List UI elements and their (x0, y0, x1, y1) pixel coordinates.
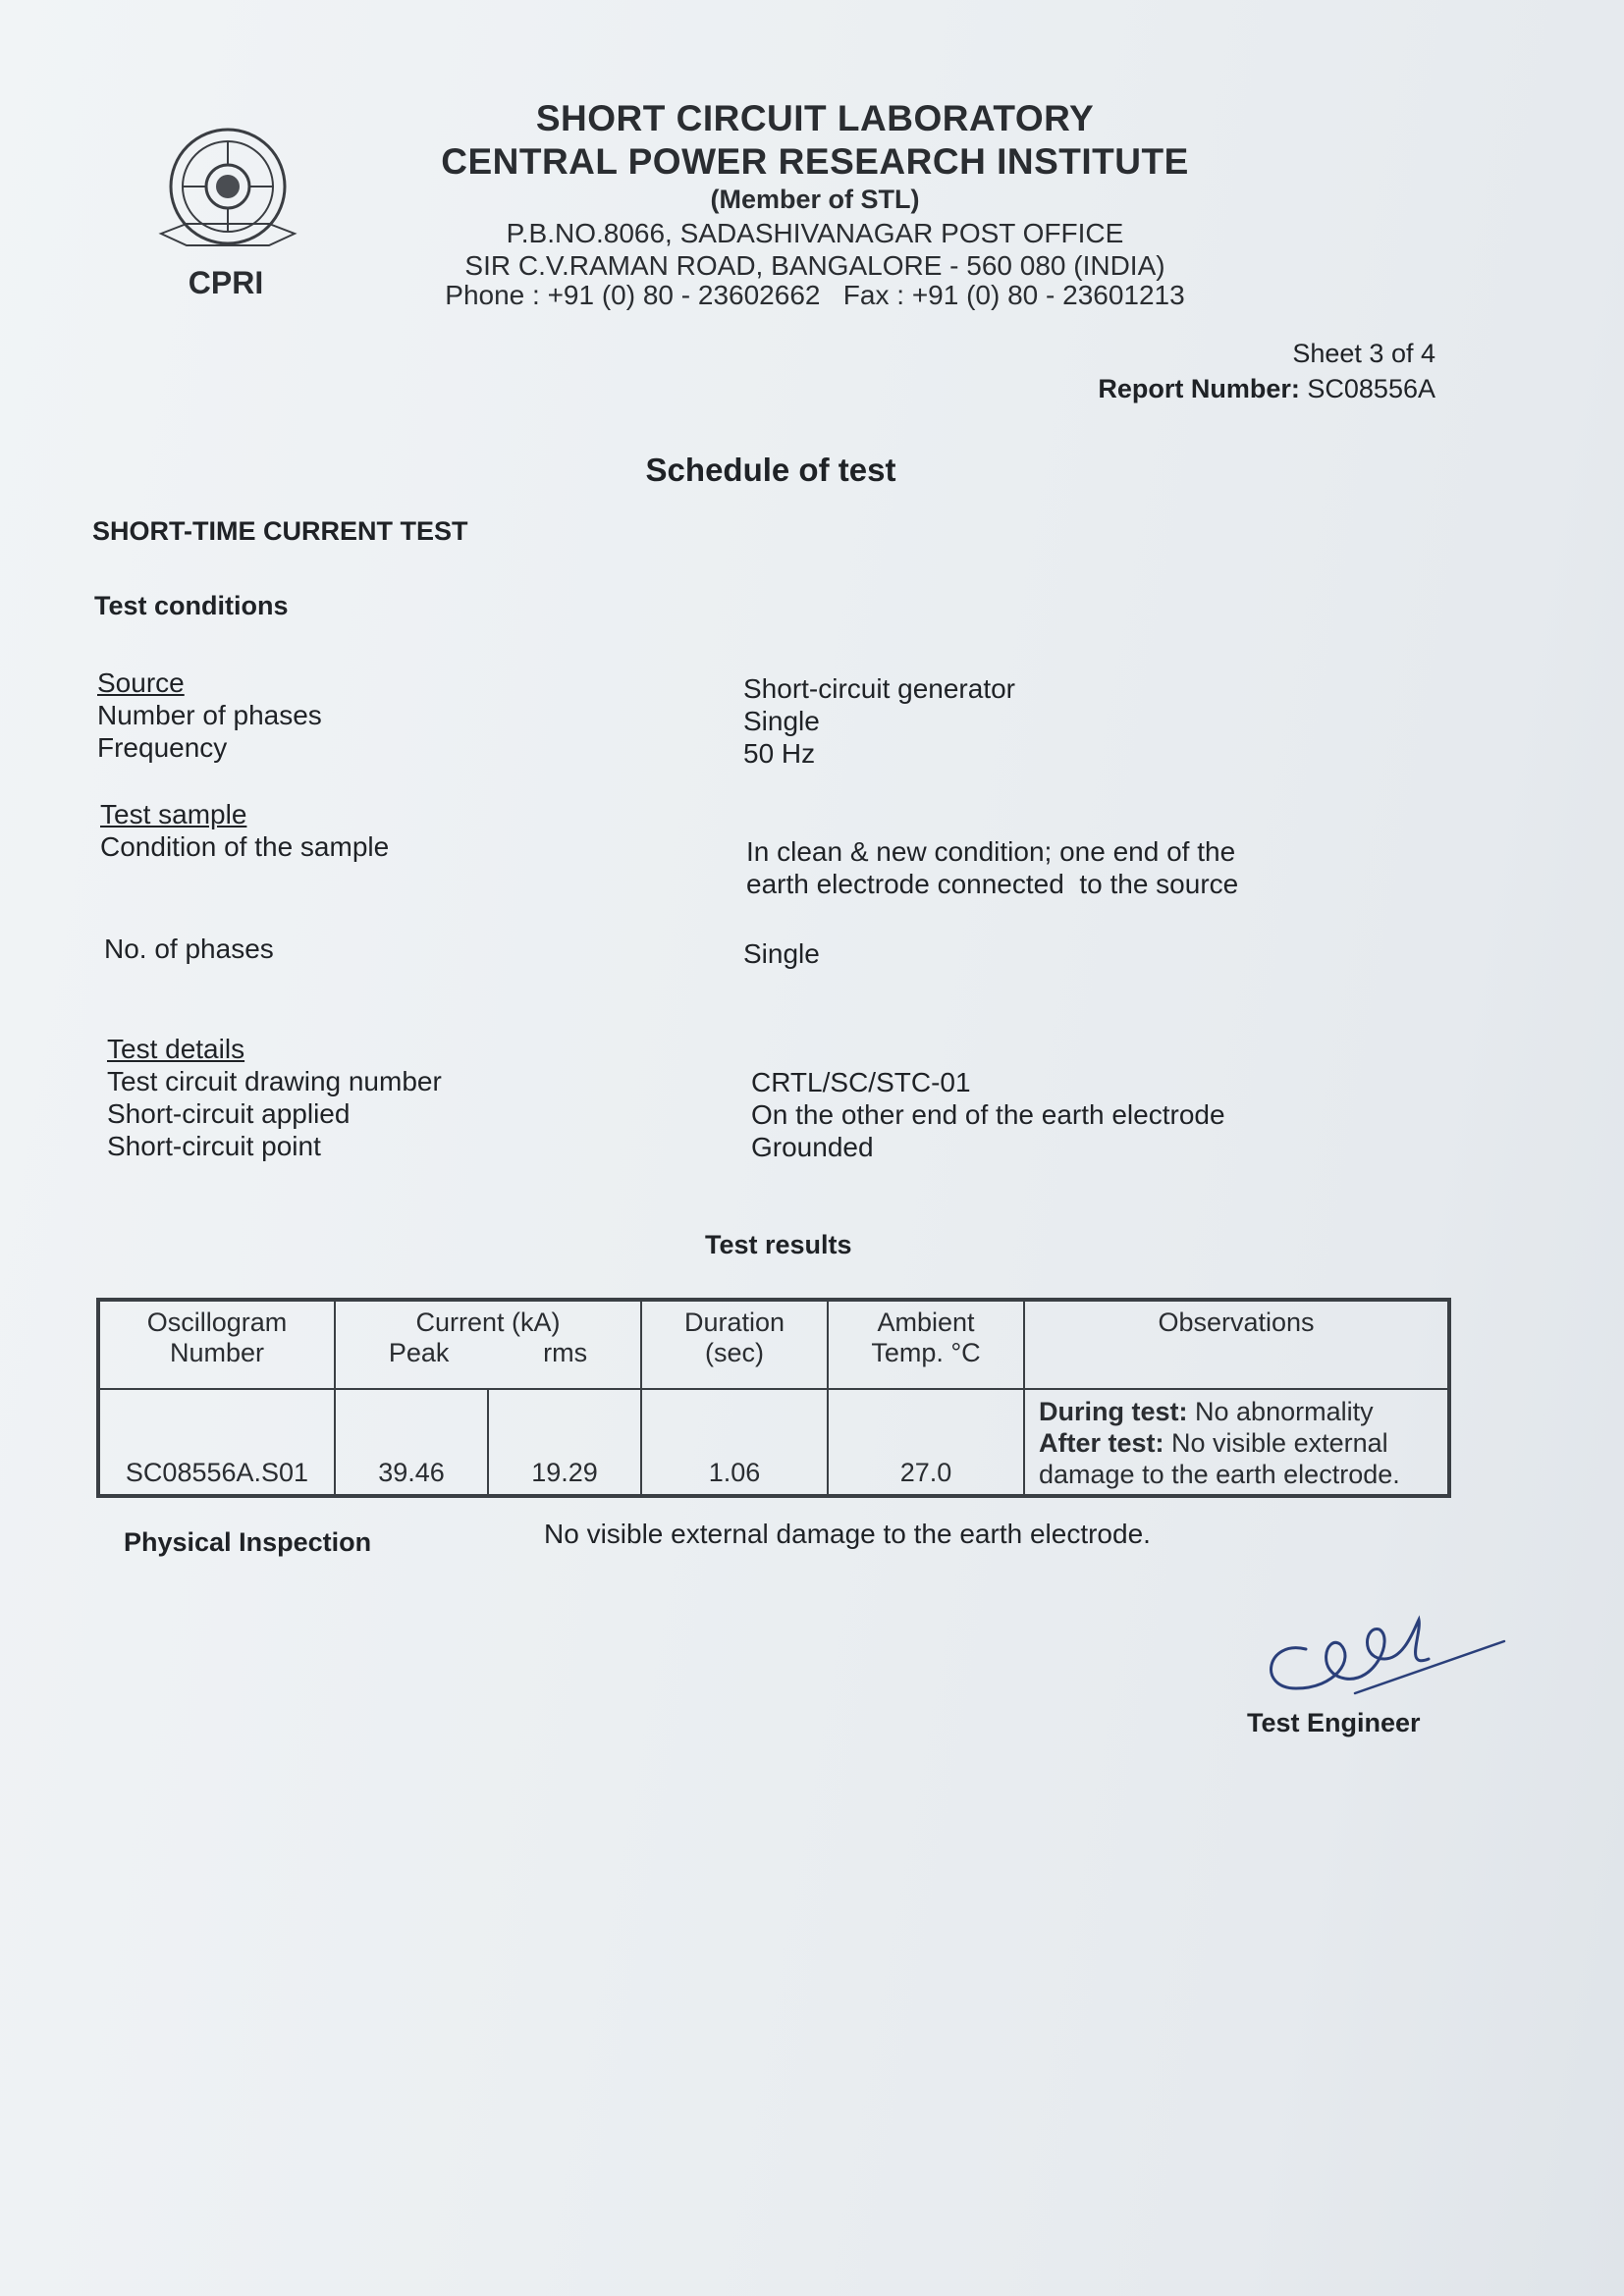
test-name: SHORT-TIME CURRENT TEST (92, 516, 468, 546)
cell-temp: 27.0 (828, 1389, 1024, 1496)
during-value: No abnormality (1195, 1397, 1374, 1426)
lab-name: SHORT CIRCUIT LABORATORY (535, 98, 1095, 138)
table-header-row (98, 1300, 1449, 1389)
phone-fax: Phone : +91 (0) 80 - 23602662 Fax : +91 (0) 80 - 23601213 (445, 280, 1185, 310)
h-osc-2: Number (169, 1338, 265, 1367)
cell-observations (1024, 1389, 1449, 1496)
sample-phases-label: No. of phases (104, 934, 274, 964)
h-osc-1: Oscillogram (146, 1308, 288, 1337)
obs-after (1039, 1427, 1434, 1459)
point-value: Grounded (751, 1132, 874, 1162)
results-table (96, 1298, 1451, 1498)
source-value: Short-circuit generator (743, 673, 1016, 704)
after-value: No visible external (1171, 1428, 1388, 1458)
signature (1247, 1600, 1522, 1708)
during-label: During test: (1039, 1397, 1188, 1426)
sample-block-labels (100, 798, 389, 863)
col-current (335, 1300, 641, 1389)
source-block-values (743, 672, 1015, 770)
institute-name: CENTRAL POWER RESEARCH INSTITUTE (441, 141, 1189, 182)
phases-value: Single (743, 706, 820, 736)
drawing-label: Test circuit drawing number (107, 1066, 442, 1096)
member-note: (Member of STL) (710, 185, 920, 214)
applied-label: Short-circuit applied (107, 1098, 351, 1129)
cell-osc: SC08556A.S01 (98, 1389, 335, 1496)
test-conditions-heading: Test conditions (94, 591, 289, 620)
h-obs: Observations (1158, 1308, 1315, 1337)
sample-heading: Test sample (100, 799, 247, 829)
applied-value: On the other end of the earth electrode (751, 1099, 1225, 1130)
signature-label: Test Engineer (1247, 1708, 1421, 1737)
phases-label: Number of phases (97, 700, 322, 730)
report-label: Report Number: (1098, 374, 1300, 403)
after-label: After test: (1039, 1428, 1164, 1458)
h-dur-2: (sec) (705, 1338, 764, 1367)
details-heading: Test details (107, 1034, 245, 1064)
h-amb-1: Ambient (877, 1308, 975, 1337)
inspection-label: Physical Inspection (124, 1527, 372, 1557)
address-line-1: P.B.NO.8066, SADASHIVANAGAR POST OFFICE (506, 218, 1124, 248)
condition-line-2: earth electrode connected to the source (746, 869, 1239, 899)
h-peak: Peak (388, 1338, 450, 1367)
h-current: Current (kA) (415, 1308, 561, 1337)
after-value-2: damage to the earth electrode. (1039, 1460, 1400, 1489)
details-block-values (751, 1066, 1225, 1163)
obs-during (1039, 1396, 1434, 1427)
col-ambient (828, 1300, 1024, 1389)
logo-label: CPRI (188, 265, 264, 300)
address-line-2: SIR C.V.RAMAN ROAD, BANGALORE - 560 080 (INDIA) (464, 250, 1165, 281)
source-block-labels (97, 667, 322, 764)
frequency-value: 50 Hz (743, 738, 816, 769)
h-dur-1: Duration (683, 1308, 785, 1337)
report-number (1098, 374, 1435, 404)
h-current-sub (342, 1338, 634, 1368)
report-value: SC08556A (1307, 374, 1435, 403)
sample-phases-value: Single (743, 938, 820, 969)
drawing-value: CRTL/SC/STC-01 (751, 1067, 971, 1097)
condition-value (746, 835, 1238, 900)
cell-peak: 39.46 (335, 1389, 488, 1496)
h-rms: rms (543, 1338, 588, 1367)
point-label: Short-circuit point (107, 1131, 321, 1161)
col-observations (1024, 1300, 1449, 1389)
condition-line-1: In clean & new condition; one end of the (746, 836, 1236, 867)
col-duration (641, 1300, 828, 1389)
table-row (98, 1389, 1449, 1496)
h-amb-2: Temp. °C (871, 1338, 981, 1367)
sheet-number: Sheet 3 of 4 (1292, 339, 1435, 368)
frequency-label: Frequency (97, 732, 228, 763)
cell-duration: 1.06 (641, 1389, 828, 1496)
page-title: Schedule of test (645, 452, 896, 488)
col-oscillogram (98, 1300, 335, 1389)
source-heading: Source (97, 667, 185, 698)
cell-rms: 19.29 (488, 1389, 641, 1496)
inspection-value: No visible external damage to the earth electrode. (544, 1519, 1151, 1549)
details-block-labels (107, 1033, 442, 1162)
condition-label: Condition of the sample (100, 831, 390, 862)
results-title: Test results (705, 1230, 852, 1259)
